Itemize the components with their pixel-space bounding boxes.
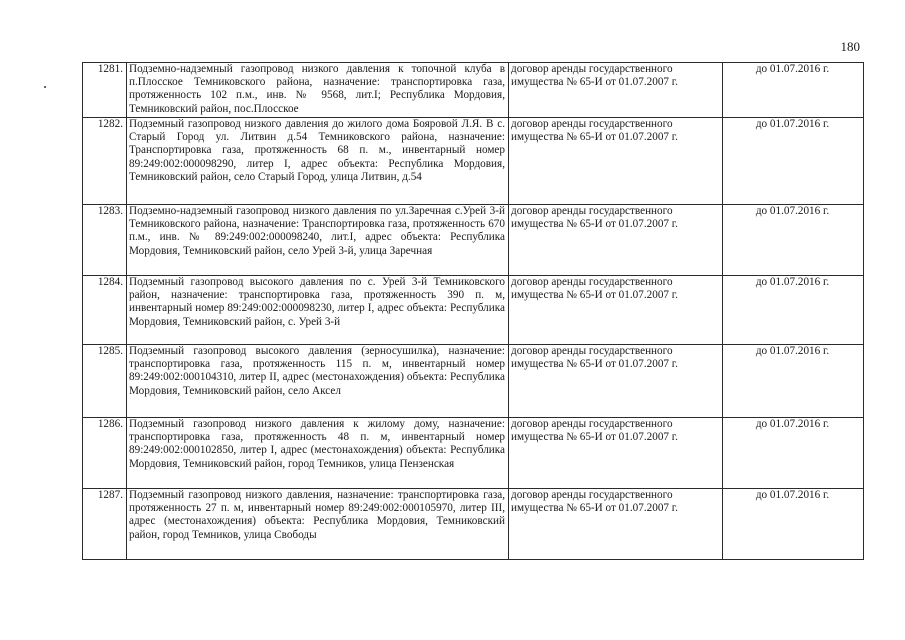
legal-basis: договор аренды государственного имущества № 65-И от 01.07.2007 г. bbox=[509, 205, 723, 276]
row-number: 1283. bbox=[83, 205, 127, 276]
table-row bbox=[83, 418, 864, 489]
table-row bbox=[83, 489, 864, 560]
term-date: до 01.07.2016 г. bbox=[723, 276, 864, 345]
object-description: Подземно-надземный газопровод низкого давления по ул.Заречная с.Урей 3-й Темниковского района, назначение: Транспортировка газа, протяженность 670 п.м., инв. № 89:249:002:000098240, лит.I, адрес объекта: Республика Мордовия, Темниковский район, село Урей 3-й, улица Заречная bbox=[127, 205, 509, 276]
table-row bbox=[83, 276, 864, 345]
row-number: 1287. bbox=[83, 489, 127, 560]
term-date: до 01.07.2016 г. bbox=[723, 118, 864, 205]
legal-basis: договор аренды государственного имущества № 65-И от 01.07.2007 г. bbox=[509, 63, 723, 118]
legal-basis: договор аренды государственного имущества № 65-И от 01.07.2007 г. bbox=[509, 118, 723, 205]
term-date: до 01.07.2016 г. bbox=[723, 489, 864, 560]
legal-basis: договор аренды государственного имущества № 65-И от 01.07.2007 г. bbox=[509, 345, 723, 418]
term-date: до 01.07.2016 г. bbox=[723, 63, 864, 118]
row-number: 1284. bbox=[83, 276, 127, 345]
property-registry-table bbox=[82, 62, 864, 560]
table-row bbox=[83, 118, 864, 205]
object-description: Подземный газопровод высокого давления (зерносушилка), назначение: транспортировка газа, протяженность 115 п. м, инвентарный номер 89:249:002:000104310, литер II, адрес (местонахождения) объекта: Республика Мордовия, Темниковский район, село Аксел bbox=[127, 345, 509, 418]
term-date: до 01.07.2016 г. bbox=[723, 418, 864, 489]
table-row bbox=[83, 63, 864, 118]
object-description: Подземный газопровод низкого давления до жилого дома Бояровой Л.Я. В с. Старый Город ул. Литвин д.54 Темниковского района, назначение: Транспортировка газа, протяженность 68 п. м., инвентарный номер 89:249:002:000098290, литер I, адрес объекта: Республика Мордовия, Темниковский район, село Старый Город, улица Литвин, д.54 bbox=[127, 118, 509, 205]
row-number: 1285. bbox=[83, 345, 127, 418]
term-date: до 01.07.2016 г. bbox=[723, 205, 864, 276]
scan-speck bbox=[44, 86, 46, 88]
object-description: Подземно-надземный газопровод низкого давления к топочной клуба в п.Плосское Темниковского района, назначение: транспортировка газа, протяженность 102 п.м., инв. № 9568, лит.I; Республика Мордовия, Темниковский район, пос.Плосское bbox=[127, 63, 509, 118]
legal-basis: договор аренды государственного имущества № 65-И от 01.07.2007 г. bbox=[509, 489, 723, 560]
legal-basis: договор аренды государственного имущества № 65-И от 01.07.2007 г. bbox=[509, 276, 723, 345]
table-row bbox=[83, 345, 864, 418]
term-date: до 01.07.2016 г. bbox=[723, 345, 864, 418]
page-number: 180 bbox=[840, 39, 860, 54]
object-description: Подземный газопровод высокого давления по с. Урей 3-й Темниковского район, назначение: транспортировка газа, протяженность 390 п. м, инвентарный номер 89:249:002:000098230, литер I, адрес объекта: Республика Мордовия, Темниковский район, с. Урей 3-й bbox=[127, 276, 509, 345]
row-number: 1282. bbox=[83, 118, 127, 205]
row-number: 1281. bbox=[83, 63, 127, 118]
object-description: Подземный газопровод низкого давления к жилому дому, назначение: транспортировка газа, протяженность 48 п. м, инвентарный номер 89:249:002:000102850, литер I, адрес (местонахождения) объекта: Республика Мордовия, Темниковский район, город Темников, улица Пензенская bbox=[127, 418, 509, 489]
object-description: Подземный газопровод низкого давления, назначение: транспортировка газа, протяженность 27 п. м, инвентарный номер 89:249:002:000105970, литер III, адрес (местонахождения) объекта: Республика Мордовия, Темниковский район, город Темников, улица Свободы bbox=[127, 489, 509, 560]
row-number: 1286. bbox=[83, 418, 127, 489]
legal-basis: договор аренды государственного имущества № 65-И от 01.07.2007 г. bbox=[509, 418, 723, 489]
table-row bbox=[83, 205, 864, 276]
